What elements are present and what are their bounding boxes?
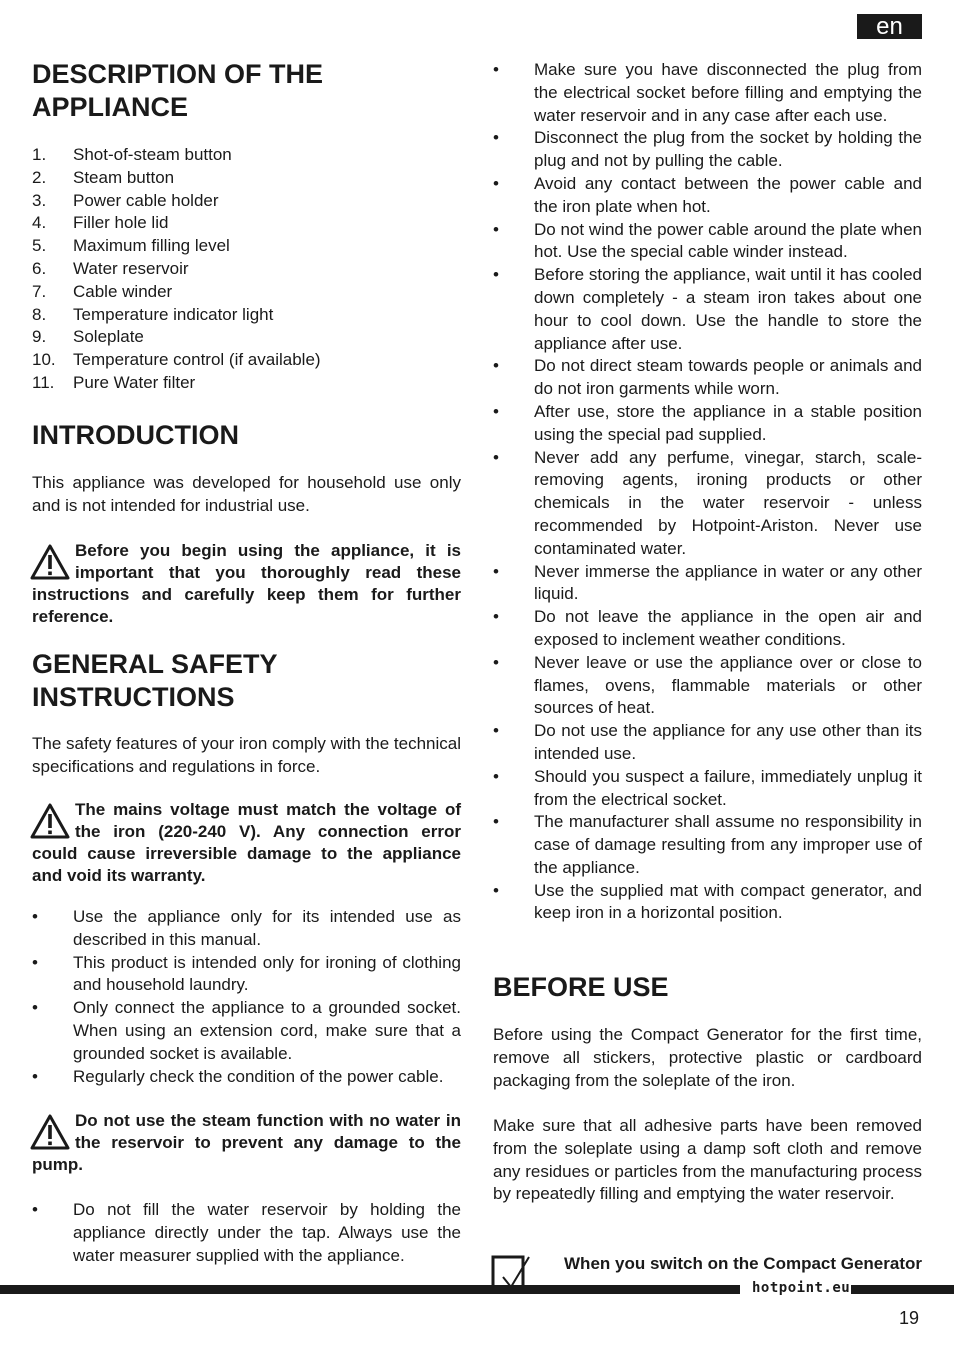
list-item (32, 326, 461, 349)
description-heading: DESCRIPTION OF THE APPLIANCE (32, 59, 324, 122)
list-item-text: Steam button (73, 167, 175, 187)
introduction-heading: INTRODUCTION (32, 420, 239, 450)
bullet-dot-icon: • (32, 1066, 38, 1086)
list-item-text: Pure Water filter (73, 372, 196, 392)
warning-voltage (32, 799, 461, 887)
bullet-item (32, 952, 461, 998)
before-use-heading: BEFORE USE (493, 972, 669, 1002)
bullet-dot-icon: • (493, 356, 499, 376)
list-item-text: Cable winder (73, 281, 173, 301)
bullet-text: Should you suspect a failure, immediately unplug it from the electrical socket. (534, 766, 922, 809)
list-item-text: Power cable holder (73, 190, 219, 210)
warning-text: The mains voltage must match the voltage of the iron (220-240 V). Any connection error could cause irreversible damage to the appliance and void its warranty. (32, 800, 461, 885)
bullet-dot-icon: • (493, 880, 499, 900)
list-item-text: Soleplate (73, 327, 144, 347)
bullet-item (493, 219, 922, 265)
list-item-number: 8. (32, 304, 47, 324)
bullet-dot-icon: • (493, 561, 499, 581)
page-number: 19 (899, 1308, 920, 1328)
list-item (32, 212, 461, 235)
list-item-number: 6. (32, 258, 47, 278)
warning-text: Do not use the steam function with no water in the reservoir to prevent any damage to the pump. (32, 1111, 461, 1174)
language-tab: en (857, 14, 922, 39)
bullet-dot-icon: • (493, 607, 499, 627)
bullet-item (493, 401, 922, 447)
list-item-number: 2. (32, 167, 47, 187)
bullet-item (493, 720, 922, 766)
list-item (32, 372, 461, 395)
bullet-dot-icon: • (32, 998, 38, 1018)
bullet-text: Never immerse the appliance in water or any other liquid. (534, 561, 922, 604)
safety-bullet-list (32, 906, 461, 1088)
bullet-text: Never leave or use the appliance over or close to flames, ovens, flammable materials or other sources of heat. (534, 652, 922, 718)
list-item-number: 7. (32, 281, 47, 301)
bullet-text: Disconnect the plug from the socket by holding the plug and not by pulling the cable. (534, 128, 922, 171)
bullet-item (493, 264, 922, 355)
list-item-text: Maximum filling level (73, 236, 230, 256)
bullet-text: After use, store the appliance in a stable position using the special pad supplied. (534, 401, 922, 444)
bullet-text: Do not use the appliance for any use other than its intended use. (534, 721, 922, 763)
list-item (32, 258, 461, 281)
bullet-dot-icon: • (493, 401, 499, 421)
bullet-text: Before storing the appliance, wait until it has cooled down completely - a steam iron takes about one hour to cool down. Use the handle to store the appliance after use. (534, 265, 922, 353)
bullet-text: Use the supplied mat with compact generator, and keep iron in a horizontal position. (534, 880, 922, 923)
bullet-dot-icon: • (493, 60, 499, 79)
list-item-number: 10. (32, 350, 56, 370)
bullet-text: Do not wind the power cable around the plate when hot. Use the special cable winder instead. (534, 219, 922, 262)
bullet-text: Never add any perfume, vinegar, starch, scale-removing agents, ironing products or other chemicals in the water reservoir - unless recommended by Hotpoint-Ariston. Never use contaminated water. (534, 447, 922, 558)
list-item-number: 9. (32, 327, 47, 347)
bullet-dot-icon: • (493, 447, 499, 467)
bullet-text: Avoid any contact between the power cable and the iron plate when hot. (534, 173, 922, 216)
bullet-item (493, 811, 922, 879)
safety-text: The safety features of your iron comply with the technical specifications and regulations in force. (32, 734, 461, 776)
warning-triangle-icon (30, 544, 70, 580)
warning-triangle-icon (30, 1114, 70, 1150)
warning-text: Before you begin using the appliance, it is important that you thoroughly read these instructions and carefully keep them for further reference. (32, 541, 461, 626)
bullet-item (493, 127, 922, 173)
bullet-dot-icon: • (493, 265, 499, 285)
bullet-item (493, 880, 922, 926)
warning-triangle-icon (30, 803, 70, 839)
bullet-item (493, 561, 922, 607)
list-item (32, 304, 461, 327)
list-item (32, 281, 461, 304)
bullet-text: Do not leave the appliance in the open air and exposed to inclement weather conditions. (534, 607, 922, 649)
bullet-item (493, 766, 922, 812)
bullet-item (493, 59, 922, 127)
bullet-text: Make sure you have disconnected the plug from the electrical socket before filling and emptying the water reservoir and in any case after each use. (534, 60, 922, 125)
before-use-paragraph-2: Make sure that all adhesive parts have been removed from the soleplate using a damp soft cloth and remove any residues or particles from the manufacturing process by repeatedly filling and emptying the water reservoir. (493, 1116, 922, 1204)
before-use-paragraph-1: Before using the Compact Generator for the first time, remove all stickers, protective plastic or cardboard packaging from the soleplate of the iron. (493, 1025, 922, 1090)
bullet-dot-icon: • (493, 812, 499, 832)
list-item-number: 11. (32, 372, 55, 392)
bullet-item (493, 652, 922, 720)
footer-rule (0, 1285, 740, 1294)
list-item-text: Shot-of-steam button (73, 145, 232, 164)
bullet-dot-icon: • (493, 766, 499, 786)
bullet-item (32, 997, 461, 1065)
bullet-dot-icon: • (493, 652, 499, 672)
bullet-text: This product is intended only for ironing of clothing and household laundry. (73, 952, 461, 995)
bullet-item (493, 606, 922, 652)
warning-steam-no-water (32, 1110, 461, 1176)
bullet-text: Only connect the appliance to a grounded socket. When using an extension cord, make sure that a grounded socket is available. (73, 998, 461, 1063)
list-item (32, 349, 461, 372)
list-item-number: 3. (32, 190, 47, 210)
bullet-item (32, 1066, 461, 1089)
bullet-item (493, 355, 922, 401)
bullet-text: The manufacturer shall assume no responsibility in case of damage resulting from any improper use of the appliance. (534, 812, 922, 877)
bullet-item (32, 906, 461, 952)
description-list (32, 144, 461, 395)
list-item-number: 1. (32, 145, 47, 164)
bullet-text: Use the appliance only for its intended use as described in this manual. (73, 907, 461, 949)
website-label: hotpoint.eu (752, 1280, 851, 1296)
bullet-dot-icon: • (493, 721, 499, 741)
reservoir-bullet-list (32, 1199, 461, 1267)
footer-rule-right (851, 1285, 954, 1294)
list-item (32, 144, 461, 167)
list-item (32, 190, 461, 213)
list-item-text: Temperature control (if available) (73, 350, 321, 370)
bullet-text: Regularly check the condition of the power cable. (73, 1066, 444, 1086)
list-item (32, 235, 461, 258)
bullet-item (493, 173, 922, 219)
list-item-number: 5. (32, 236, 47, 256)
list-item-number: 4. (32, 213, 47, 233)
bullet-text: Do not fill the water reservoir by holding the appliance directly under the tap. Always use the water measurer supplied with the appliance. (73, 1200, 461, 1265)
safety-bullet-list-continued (493, 59, 922, 925)
list-item-text: Temperature indicator light (73, 304, 274, 324)
safety-heading: GENERAL SAFETY INSTRUCTIONS (32, 649, 278, 712)
bullet-item (493, 447, 922, 561)
bullet-text: Do not direct steam towards people or animals and do not iron garments while worn. (534, 356, 922, 399)
bullet-dot-icon: • (493, 173, 499, 193)
list-item (32, 167, 461, 190)
list-item-text: Water reservoir (73, 258, 189, 278)
bullet-dot-icon: • (493, 219, 499, 239)
bullet-dot-icon: • (32, 907, 38, 926)
bullet-dot-icon: • (32, 952, 38, 972)
warning-read-instructions (32, 540, 461, 628)
introduction-text: This appliance was developed for household use only and is not intended for industrial use. (32, 473, 461, 515)
note-compact-generator: When you switch on the Compact Generator (564, 1254, 922, 1273)
list-item-text: Filler hole lid (73, 213, 169, 233)
bullet-item (32, 1199, 461, 1267)
bullet-dot-icon: • (493, 128, 499, 148)
bullet-dot-icon: • (32, 1200, 38, 1219)
